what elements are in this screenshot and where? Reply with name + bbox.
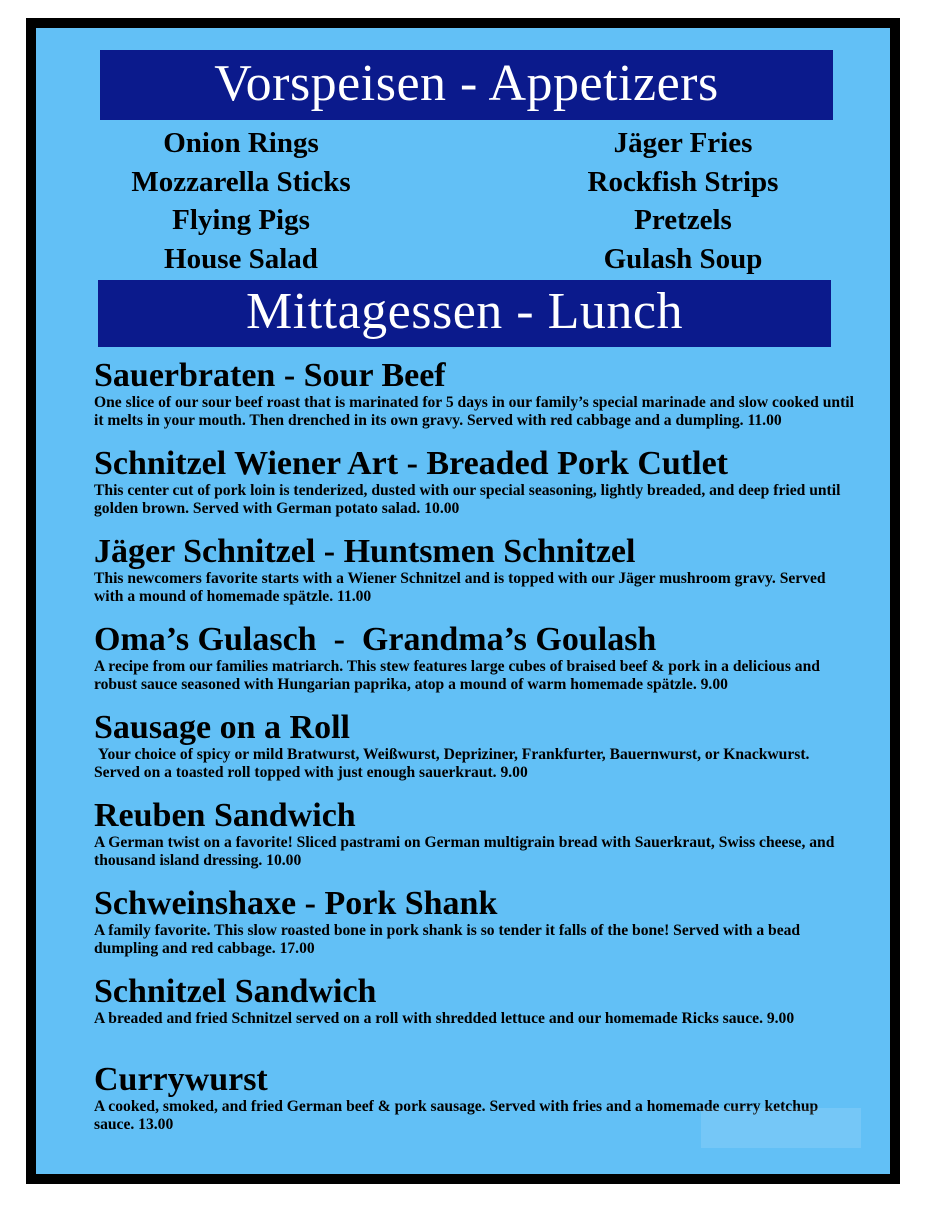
lunch-item-schnitzel-wiener-art bbox=[94, 446, 854, 534]
dish-description: One slice of our sour beef roast that is marinated for 5 days in our family’s special marinade and slow cooked until it melts in your mouth. Then drenched in its own gravy. Served with red cabbage and a dumpling. 11.00 bbox=[94, 394, 854, 429]
appetizer-item: Jäger Fries bbox=[613, 127, 753, 159]
appetizers-column-right bbox=[503, 124, 863, 278]
lunch-item-sauerbraten bbox=[94, 358, 854, 446]
dish-description: A cooked, smoked, and fried German beef & pork sausage. Served with fries and a homemade curry ketchup sauce. 13.00 bbox=[94, 1098, 819, 1133]
dish-name: Currywurst bbox=[94, 1061, 268, 1098]
watermark bbox=[701, 1108, 861, 1148]
appetizer-item: Pretzels bbox=[634, 204, 732, 236]
appetizer-item: Onion Rings bbox=[163, 127, 319, 159]
lunch-item-omas-gulasch bbox=[94, 622, 854, 710]
dish-name: Sauerbraten - Sour Beef bbox=[94, 357, 446, 394]
menu-border bbox=[26, 18, 900, 1184]
appetizers-list bbox=[36, 124, 890, 276]
lunch-item-schweinshaxe bbox=[94, 886, 854, 974]
dish-name: Oma’s Gulasch - Grandma’s Goulash bbox=[94, 621, 657, 658]
dish-description: A breaded and fried Schnitzel served on a roll with shredded lettuce and our homemade Ricks sauce. 9.00 bbox=[94, 1010, 795, 1027]
dish-name: Schweinshaxe - Pork Shank bbox=[94, 885, 498, 922]
dish-name: Schnitzel Wiener Art - Breaded Pork Cutlet bbox=[94, 445, 728, 482]
dish-name: Jäger Schnitzel - Huntsmen Schnitzel bbox=[94, 533, 636, 570]
dish-description: Your choice of spicy or mild Bratwurst, Weißwurst, Depriziner, Frankfurter, Bauernwurst, or Knackwurst. Served on a toasted roll topped with just enough sauerkraut. 9.00 bbox=[94, 746, 814, 781]
lunch-item-reuben-sandwich bbox=[94, 798, 854, 886]
lunch-item-schnitzel-sandwich bbox=[94, 974, 854, 1062]
dish-description: A German twist on a favorite! Sliced pastrami on German multigrain bread with Sauerkraut, Swiss cheese, and thousand island dressing. 10.00 bbox=[94, 834, 835, 869]
dish-name: Reuben Sandwich bbox=[94, 797, 356, 834]
lunch-item-sausage-on-a-roll bbox=[94, 710, 854, 798]
appetizers-column-left bbox=[61, 124, 421, 278]
dish-name: Schnitzel Sandwich bbox=[94, 973, 377, 1010]
appetizer-item: Gulash Soup bbox=[603, 242, 763, 275]
dish-description: This newcomers favorite starts with a Wiener Schnitzel and is topped with our Jäger mushroom gravy. Served with a mound of homemade spätzle. 11.00 bbox=[94, 570, 826, 605]
dish-name: Sausage on a Roll bbox=[94, 709, 350, 746]
appetizers-heading: Vorspeisen - Appetizers bbox=[100, 50, 833, 120]
dish-description: A family favorite. This slow roasted bone in pork shank is so tender it falls of the bone! Served with a bead dumpling and red cabbage. 17.00 bbox=[94, 922, 801, 957]
appetizer-item: Mozzarella Sticks bbox=[131, 165, 351, 198]
appetizer-item: Flying Pigs bbox=[172, 204, 310, 236]
lunch-item-jager-schnitzel bbox=[94, 534, 854, 622]
lunch-heading: Mittagessen - Lunch bbox=[98, 280, 831, 347]
lunch-list bbox=[94, 358, 854, 1150]
appetizer-item: Rockfish Strips bbox=[587, 165, 779, 198]
dish-description: A recipe from our families matriarch. This stew features large cubes of braised beef & pork in a delicious and robust sauce seasoned with Hungarian paprika, atop a mound of warm homemade spätzle. 9.00 bbox=[94, 658, 820, 693]
appetizer-item: House Salad bbox=[164, 242, 318, 275]
menu-panel bbox=[36, 28, 890, 1174]
dish-description: This center cut of pork loin is tenderized, dusted with our special seasoning, lightly breaded, and deep fried until golden brown. Served with German potato salad. 10.00 bbox=[94, 482, 841, 517]
